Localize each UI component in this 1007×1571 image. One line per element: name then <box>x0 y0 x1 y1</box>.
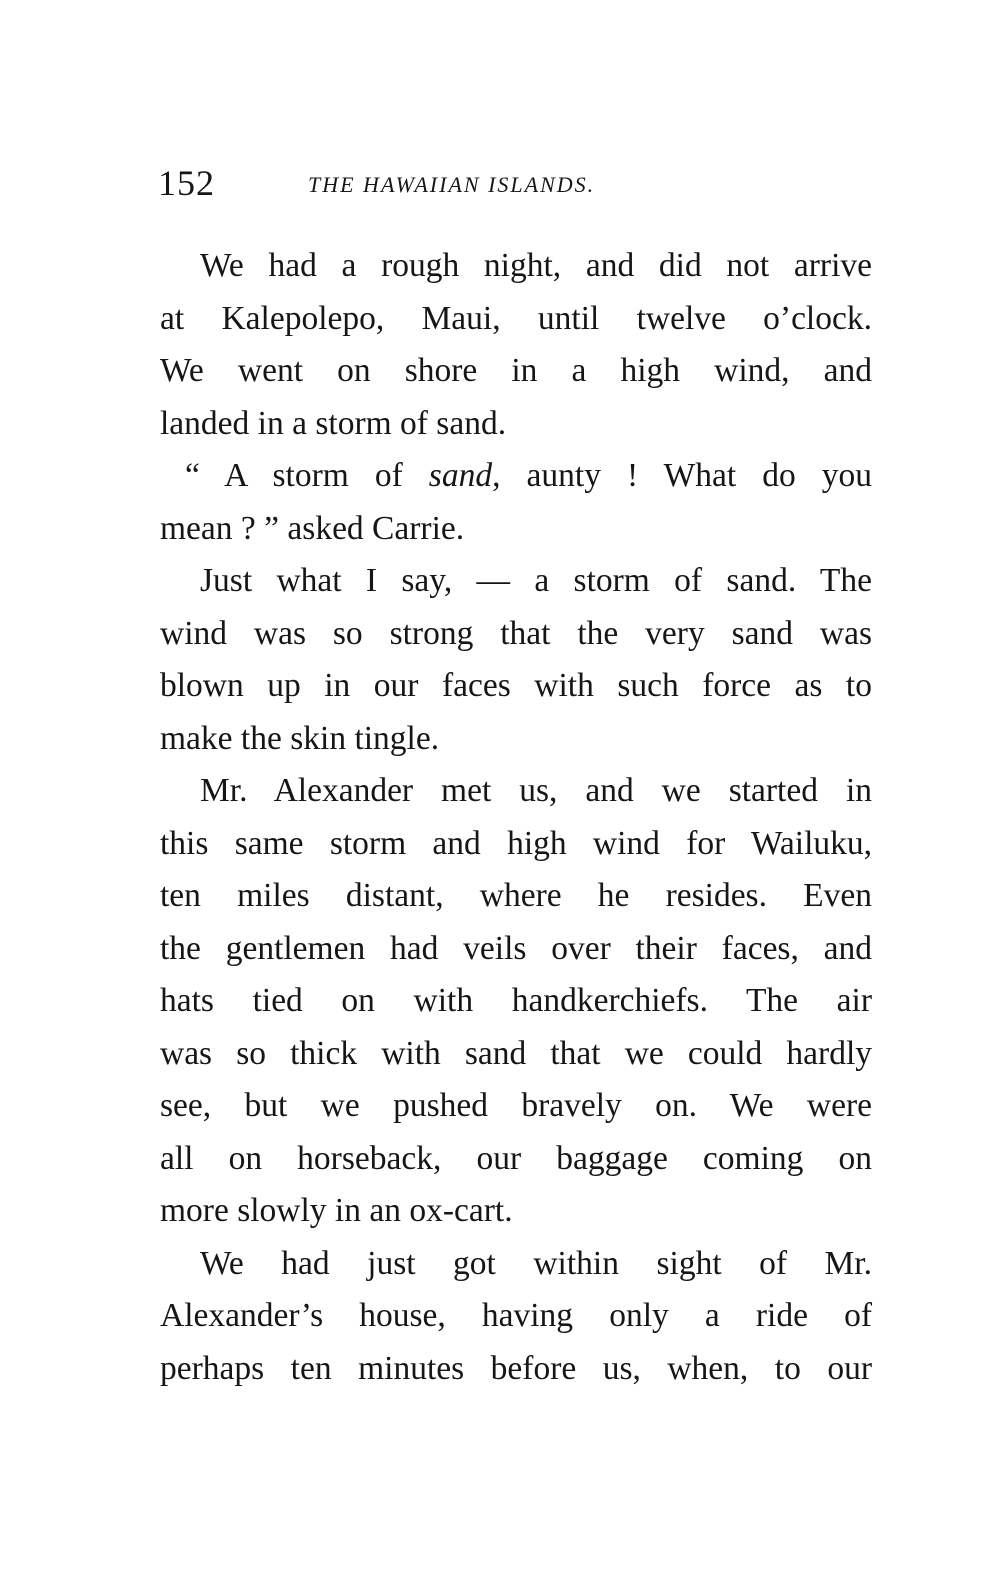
text-line: blown up in our faces with such force as to <box>160 667 872 704</box>
text-segment: “ A storm of <box>185 457 429 494</box>
text-line: this same storm and high wind for Wailuku, <box>160 824 872 862</box>
text-line: hats tied on with handkerchiefs. The air <box>160 982 872 1019</box>
text-line: see, but we pushed bravely on. We were <box>160 1087 872 1124</box>
text-line: Alexander’s house, having only a ride of <box>160 1297 872 1334</box>
text-line: Mr. Alexander met us, and we started in <box>200 772 872 809</box>
text-line: all on horseback, our baggage coming on <box>160 1139 872 1177</box>
text-line: ten miles distant, where he resides. Even <box>160 877 872 914</box>
page-number: 152 <box>158 163 215 203</box>
text-line: We had just got within sight of Mr. <box>200 1244 872 1282</box>
text-line: was so thick with sand that we could hardly <box>160 1034 872 1072</box>
text-line: at Kalepolepo, Maui, until twelve o’clock. <box>160 299 872 337</box>
text-line <box>160 450 872 503</box>
text-line: perhaps ten minutes before us, when, to our <box>160 1349 872 1387</box>
text-line: mean ? ” asked Carrie. <box>160 509 465 547</box>
text-line: more slowly in an ox-cart. <box>160 1192 513 1229</box>
running-head <box>158 158 878 208</box>
text-line: wind was so strong that the very sand was <box>160 614 872 652</box>
text-line: landed in a storm of sand. <box>160 404 507 442</box>
italic-word: sand <box>428 457 493 494</box>
text-segment: , aunty ! What do you <box>492 457 873 494</box>
text-line: make the skin tingle. <box>160 719 440 757</box>
text-line: We went on shore in a high wind, and <box>160 352 872 389</box>
running-title: THE HAWAIIAN ISLANDS. <box>308 172 596 197</box>
text-line: We had a rough night, and did not arrive <box>200 247 872 284</box>
body-text <box>160 240 872 1395</box>
text-line: Just what I say, — a storm of sand. The <box>200 562 872 599</box>
text-line: the gentlemen had veils over their faces, and <box>160 929 872 967</box>
